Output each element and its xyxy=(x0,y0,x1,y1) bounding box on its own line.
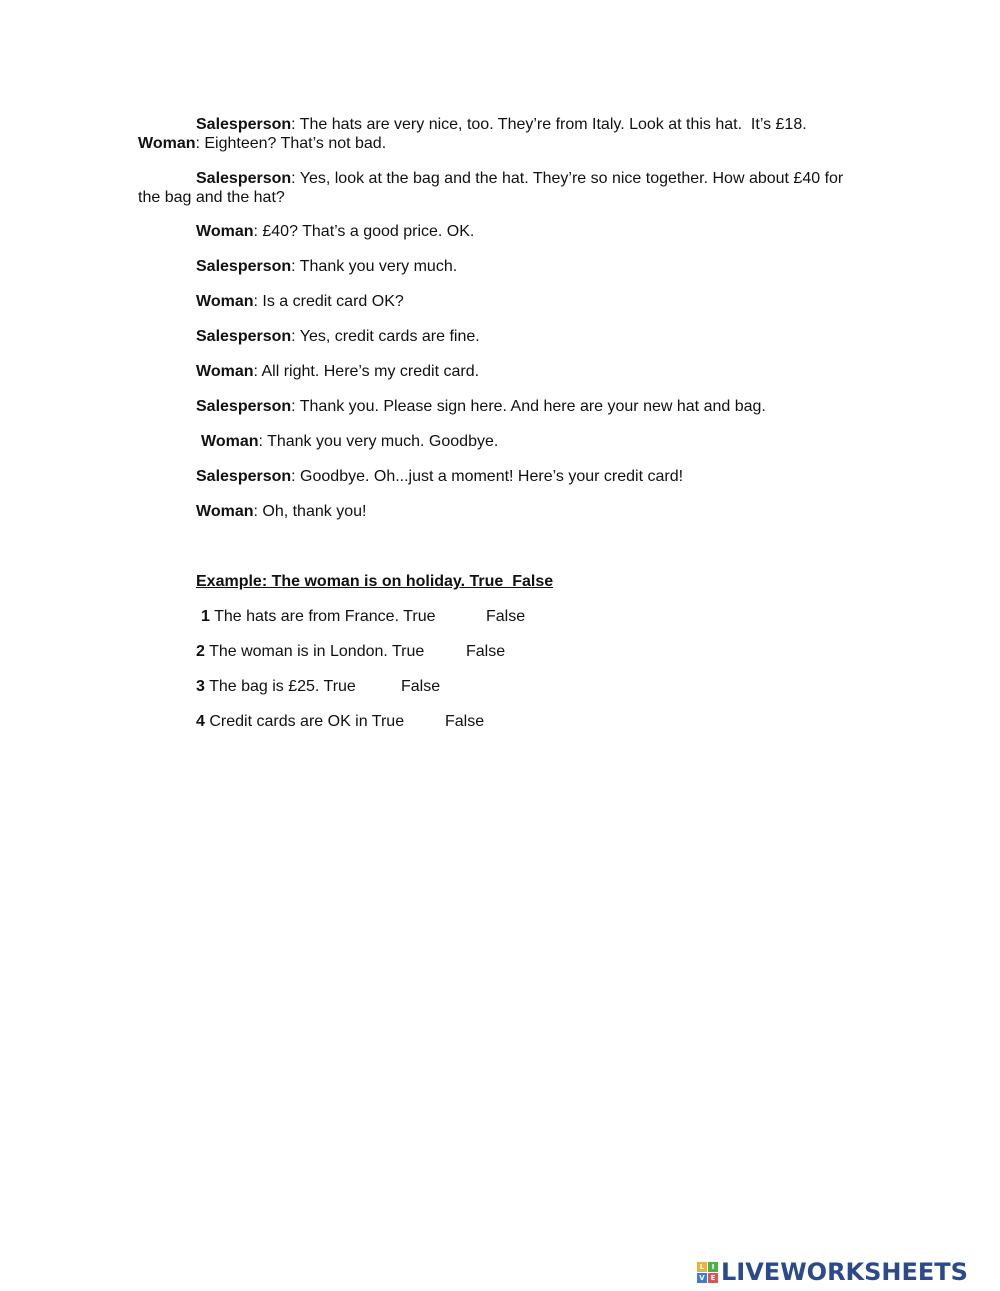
dialogue-continuation: the bag and the hat? xyxy=(138,189,285,206)
speaker-name: Salesperson xyxy=(196,170,292,187)
exercise-item xyxy=(196,712,404,732)
dialogue-text: : Yes, credit cards are fine. xyxy=(291,328,480,345)
dialogue-line xyxy=(196,115,807,135)
exercise-item xyxy=(201,607,435,627)
dialogue-line xyxy=(196,257,457,277)
speaker-name: Woman xyxy=(196,363,254,380)
dialogue-line xyxy=(138,134,386,154)
dialogue-text: : Eighteen? That’s not bad. xyxy=(195,135,387,152)
dialogue-line xyxy=(196,467,683,487)
dialogue-line xyxy=(201,432,498,452)
item-number: 3 xyxy=(196,678,205,695)
speaker-name: Woman xyxy=(201,433,259,450)
false-option[interactable]: False xyxy=(401,678,441,695)
dialogue-text: : Oh, thank you! xyxy=(253,503,367,520)
dialogue-text: : Goodbye. Oh...just a moment! Here’s your credit card! xyxy=(291,468,684,485)
dialogue-line xyxy=(196,292,404,312)
item-statement: Credit cards are OK in True xyxy=(204,713,405,730)
dialogue-text: : Is a credit card OK? xyxy=(253,293,404,310)
dialogue-line xyxy=(196,222,474,242)
dialogue-text: : Yes, look at the bag and the hat. They’re so nice together. How about £40 for xyxy=(291,170,844,187)
liveworksheets-logo xyxy=(697,1258,968,1286)
false-option[interactable]: False xyxy=(486,608,526,625)
dialogue-line xyxy=(196,362,479,382)
false-option[interactable]: False xyxy=(466,643,506,660)
item-number: 4 xyxy=(196,713,205,730)
item-number: 1 xyxy=(201,608,210,625)
exercise-example: Example: The woman is on holiday. True False xyxy=(196,573,554,590)
logo-block: E xyxy=(708,1273,718,1283)
false-option[interactable]: False xyxy=(445,713,485,730)
speaker-name: Woman xyxy=(196,293,254,310)
dialogue-line xyxy=(196,327,480,347)
speaker-name: Salesperson xyxy=(196,258,292,275)
speaker-name: Salesperson xyxy=(196,116,292,133)
dialogue-text: : £40? That’s a good price. OK. xyxy=(253,223,475,240)
speaker-name: Salesperson xyxy=(196,398,292,415)
item-statement: The bag is £25. True xyxy=(204,678,356,695)
logo-text: LIVEWORKSHEETS xyxy=(721,1258,968,1286)
dialogue-line xyxy=(196,397,766,417)
logo-blocks-icon xyxy=(697,1262,718,1283)
logo-block: V xyxy=(697,1273,707,1283)
exercise-item xyxy=(196,642,424,662)
speaker-name: Woman xyxy=(138,135,196,152)
dialogue-text: : Thank you. Please sign here. And here are your new hat and bag. xyxy=(291,398,766,415)
dialogue-text: : The hats are very nice, too. They’re from Italy. Look at this hat. It’s £18. xyxy=(291,116,807,133)
dialogue-line xyxy=(196,502,366,522)
speaker-name: Salesperson xyxy=(196,468,292,485)
item-statement: The woman is in London. True xyxy=(204,643,425,660)
dialogue-line xyxy=(196,169,843,189)
speaker-name: Salesperson xyxy=(196,328,292,345)
logo-block: L xyxy=(697,1262,707,1272)
speaker-name: Woman xyxy=(196,223,254,240)
item-statement: The hats are from France. True xyxy=(209,608,436,625)
dialogue-text: : All right. Here’s my credit card. xyxy=(253,363,480,380)
dialogue-text: : Thank you very much. Goodbye. xyxy=(258,433,499,450)
exercise-item xyxy=(196,677,356,697)
speaker-name: Woman xyxy=(196,503,254,520)
dialogue-text: : Thank you very much. xyxy=(291,258,458,275)
logo-block: I xyxy=(708,1262,718,1272)
item-number: 2 xyxy=(196,643,205,660)
